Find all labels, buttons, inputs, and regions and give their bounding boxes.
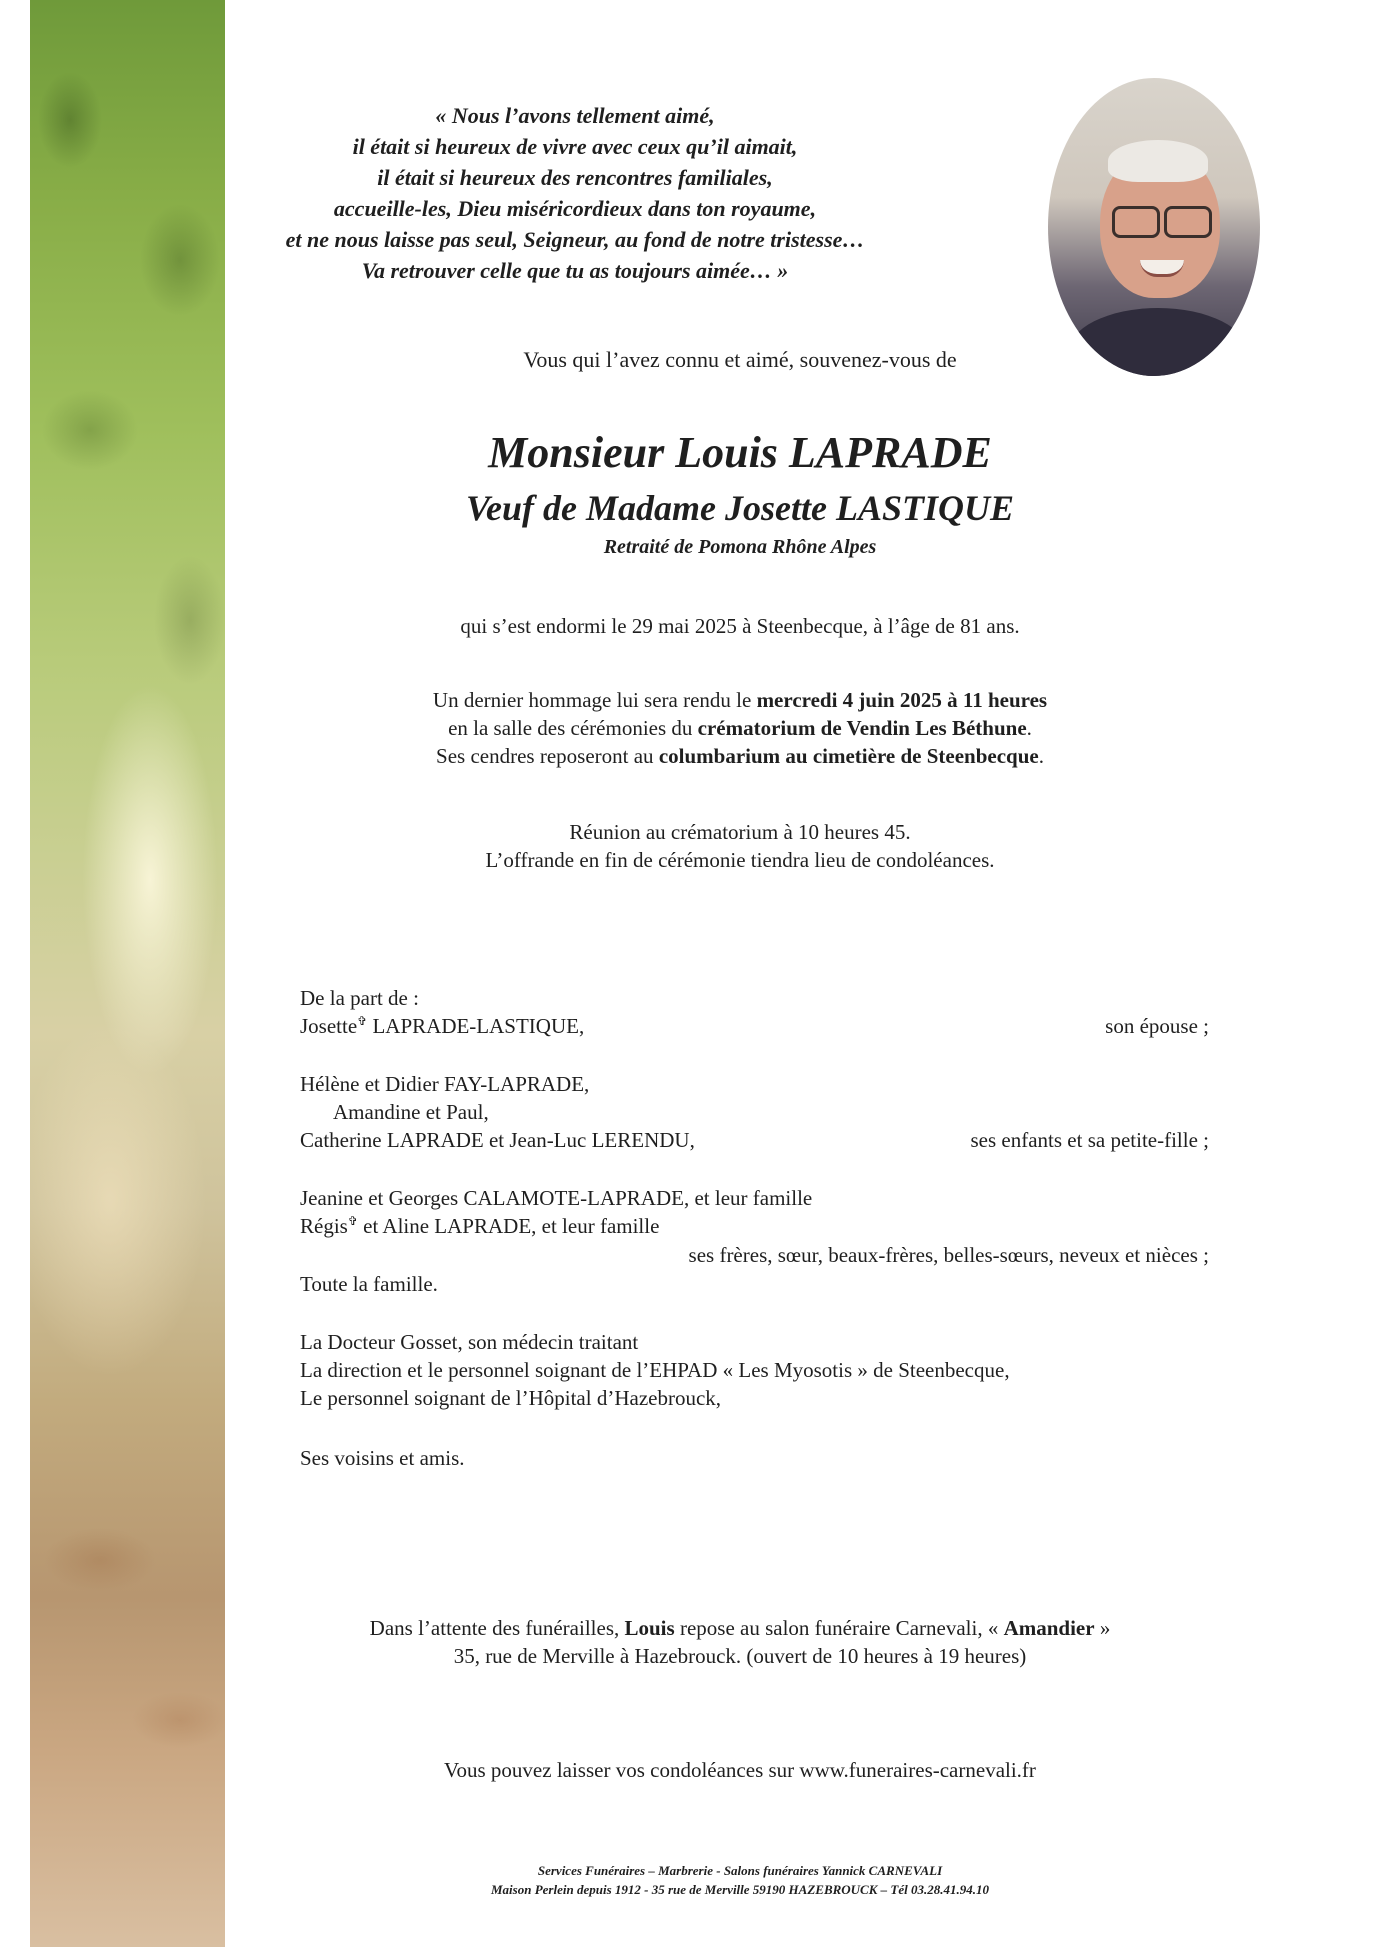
spouse-line: Josette✞ LAPRADE-LASTIQUE, [300,1014,585,1038]
poem-line: accueille-les, Dieu miséricordieux dans ton royaume, [333,196,817,221]
poem-line: il était si heureux des rencontres familiales, [377,165,773,190]
footer-address: Maison Perlein depuis 1912 - 35 rue de Merville 59190 HAZEBROUCK – Tél 03.28.41.94.10 [491,1882,989,1897]
siblings-line: Jeanine et Georges CALAMOTE-LAPRADE, et leur famille [300,1186,813,1210]
glasses-left-lens [1112,206,1160,238]
portrait-photo [1048,78,1260,376]
neighbors-line: Ses voisins et amis. [300,1446,465,1470]
homage-line-3: Ses cendres reposeront au columbarium au cimetière de Steenbecque. [436,744,1044,768]
widow-line: Veuf de Madame Josette LASTIQUE [466,488,1014,528]
ehpad-line: La direction et le personnel soignant de l’EHPAD « Les Myosotis » de Steenbecque, [300,1358,1010,1382]
salon-address: 35, rue de Merville à Hazebrouck. (ouvert de 10 heures à 19 heures) [453,1644,1027,1668]
doctor-line: La Docteur Gosset, son médecin traitant [300,1330,639,1354]
grandchild-line: Amandine et Paul, [333,1100,489,1124]
hospital-line: Le personnel soignant de l’Hôpital d’Hazebrouck, [300,1386,722,1410]
cross-icon: ✞ [357,1014,368,1028]
whole-family-line: Toute la famille. [300,1272,438,1296]
children-line: Hélène et Didier FAY-LAPRADE, [300,1072,590,1096]
footer-services: Services Funéraires – Marbrerie - Salons funéraires Yannick CARNEVALI [537,1863,943,1878]
cross-icon: ✞ [347,1214,358,1228]
retired-line: Retraité de Pomona Rhône Alpes [603,536,877,558]
glasses-right-lens [1164,206,1212,238]
children-role: ses enfants et sa petite-fille ; [970,1128,1209,1152]
deceased-name: Monsieur Louis LAPRADE [488,428,992,477]
salon-line-1: Dans l’attente des funérailles, Louis repose au salon funéraire Carnevali, « Amandier » [369,1616,1111,1640]
siblings-role: ses frères, sœur, beaux-frères, belles-sœurs, neveux et nièces ; [688,1243,1209,1267]
poem-line: il était si heureux de vivre avec ceux qu’il aimait, [352,134,798,159]
poem-line: Va retrouver celle que tu as toujours aimée… » [361,258,789,283]
children-line: Catherine LAPRADE et Jean-Luc LERENDU, [300,1128,695,1152]
spouse-role: son épouse ; [1105,1014,1209,1038]
homage-line-1: Un dernier hommage lui sera rendu le mercredi 4 juin 2025 à 11 heures [432,688,1048,712]
poem-line: « Nous l’avons tellement aimé, [435,103,715,128]
death-notice: qui s’est endormi le 29 mai 2025 à Steenbecque, à l’âge de 81 ans. [460,614,1020,638]
reunion-line: Réunion au crématorium à 10 heures 45. [569,820,911,844]
siblings-line: Régis✞ et Aline LAPRADE, et leur famille [300,1214,660,1238]
poem-line: et ne nous laisse pas seul, Seigneur, au fond de notre tristesse… [285,227,865,252]
intro-text: Vous qui l’avez connu et aimé, souvenez-vous de [523,347,957,372]
family-intro: De la part de : [300,986,419,1010]
portrait-hair [1108,140,1208,182]
forest-foliage-overlay [30,0,225,1947]
poem [270,100,880,286]
homage-line-2: en la salle des cérémonies du crématorium de Vendin Les Béthune. [448,716,1032,740]
condolences-line: Vous pouvez laisser vos condoléances sur www.funeraires-carnevali.fr [444,1758,1036,1782]
offering-line: L’offrande en fin de cérémonie tiendra lieu de condoléances. [485,848,995,872]
